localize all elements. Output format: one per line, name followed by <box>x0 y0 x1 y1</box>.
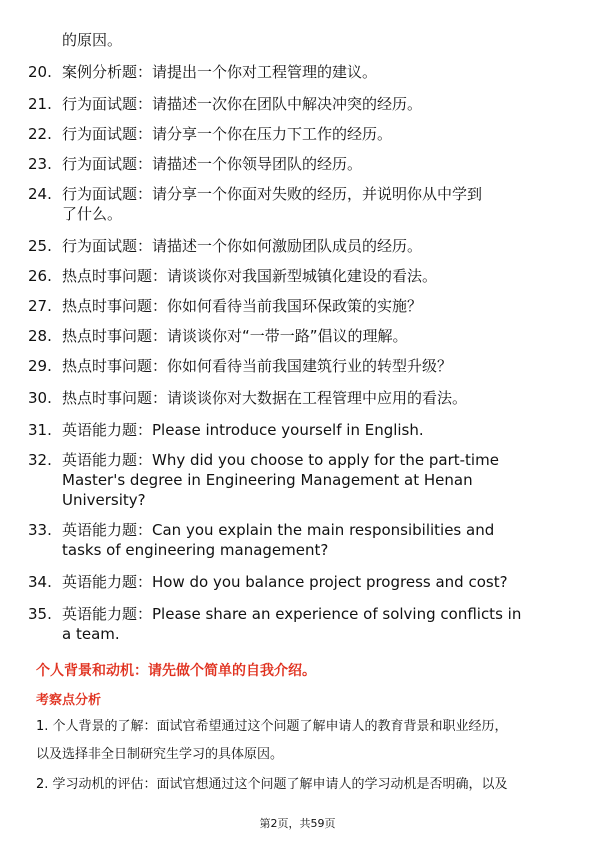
question-number: 30. <box>28 389 52 407</box>
question-text-line: 行为面试题：请分享一个你在压力下工作的经历。 <box>62 125 393 143</box>
analysis-line: 1. 个人背景的了解：面试官希望通过这个问题了解申请人的教育背景和职业经历， <box>36 719 508 734</box>
question-text-line: 行为面试题：请描述一个你领导团队的经历。 <box>62 155 363 173</box>
question-number: 20. <box>28 63 52 81</box>
question-text-line: 行为面试题：请描述一次你在团队中解决冲突的经历。 <box>62 95 423 113</box>
question-text-line: 了什么。 <box>62 205 123 223</box>
page-footer: 第2页，共59页 <box>259 817 336 830</box>
question-text-line: 热点时事问题：请谈谈你对“一带一路”倡议的理解。 <box>62 327 408 345</box>
question-number: 24. <box>28 185 52 203</box>
question-number: 31. <box>28 421 52 439</box>
question-text-line: 英语能力题：Please share an experience of solving conflicts in <box>62 605 522 623</box>
question-text-line: 热点时事问题：请谈谈你对我国新型城镇化建设的看法。 <box>62 267 438 285</box>
question-text-line: 英语能力题：Please introduce yourself in English. <box>62 421 424 439</box>
question-text-line: 英语能力题：Can you explain the main responsibilities and <box>62 521 495 539</box>
question-number: 35. <box>28 605 52 623</box>
question-text-line: 热点时事问题：你如何看待当前我国环保政策的实施？ <box>62 297 423 315</box>
question-text-line: a team. <box>62 625 120 643</box>
question-number: 29. <box>28 357 52 375</box>
question-text-line: tasks of engineering management? <box>62 541 329 559</box>
question-text-line: 热点时事问题：请谈谈你对大数据在工程管理中应用的看法。 <box>62 389 468 407</box>
analysis-subheading: 考察点分析 <box>36 693 102 708</box>
question-text-line: 英语能力题：How do you balance project progress and cost? <box>62 573 508 591</box>
question-text-line: Master's degree in Engineering Management at Henan <box>62 471 473 489</box>
analysis-line: 2. 学习动机的评估：面试官想通过这个问题了解申请人的学习动机是否明确，以及 <box>36 777 508 792</box>
question-number: 23. <box>28 155 52 173</box>
question-text-line: University? <box>62 491 146 509</box>
question-number: 22. <box>28 125 52 143</box>
question-number: 28. <box>28 327 52 345</box>
question-number: 26. <box>28 267 52 285</box>
question-text-line: 行为面试题：请描述一个你如何激励团队成员的经历。 <box>62 237 423 255</box>
question-text-line: 案例分析题：请提出一个你对工程管理的建议。 <box>62 63 378 81</box>
question-number: 27. <box>28 297 52 315</box>
question-text-line: 行为面试题：请分享一个你面对失败的经历，并说明你从中学到 <box>62 185 483 203</box>
question-number: 21. <box>28 95 52 113</box>
question-text-line: 英语能力题：Why did you choose to apply for the part-time <box>62 451 499 469</box>
analysis-line: 以及选择非全日制研究生学习的具体原因。 <box>36 747 284 762</box>
continuation-text: 的原因。 <box>62 31 123 49</box>
question-number: 25. <box>28 237 52 255</box>
section-heading: 个人背景和动机：请先做个简单的自我介绍。 <box>36 663 316 679</box>
question-number: 32. <box>28 451 52 469</box>
question-text-line: 热点时事问题：你如何看待当前我国建筑行业的转型升级？ <box>62 357 453 375</box>
question-number: 34. <box>28 573 52 591</box>
question-number: 33. <box>28 521 52 539</box>
